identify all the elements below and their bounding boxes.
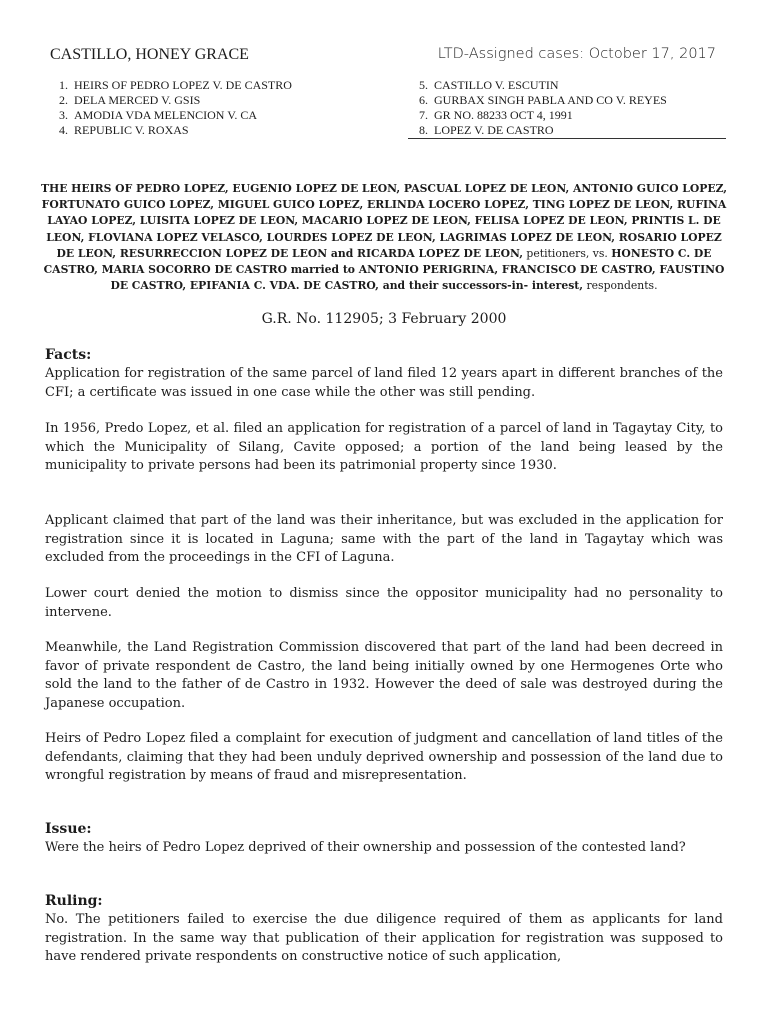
list-item: 6. GURBAX SINGH PABLA AND CO V. REYES xyxy=(419,93,667,107)
facts-heading: Facts: xyxy=(45,347,92,363)
facts-paragraph-1: Application for registration of the same parcel of land filed 12 years apart in different branches of the CFI; a certificate was issued in one case while the other was still pending. xyxy=(45,366,723,400)
case-list-right xyxy=(408,78,726,139)
author-name: CASTILLO, HONEY GRACE xyxy=(50,46,249,63)
respondents-label: respondents. xyxy=(583,279,658,293)
facts-paragraph-2: In 1956, Predo Lopez, et al. filed an application for registration of a parcel of land in Tagaytay City, to which the Municipality of Silang, Cavite opposed; a portion of the land being leased by the municipality to private persons had been its patrimonial property since 1930. xyxy=(45,421,723,473)
ruling-text: No. The petitioners failed to exercise the due diligence required of them as applicants for land registration. In the same way that publication of their application for registration was supposed to have rendered private respondents on constructive notice of such application, xyxy=(45,912,723,964)
list-item: 7. GR NO. 88233 OCT 4, 1991 xyxy=(419,108,573,122)
list-item: 4. REPUBLIC V. ROXAS xyxy=(59,123,189,137)
facts-paragraph-3: Applicant claimed that part of the land was their inheritance, but was excluded in the application for registration since it is located in Laguna; same with the part of the land in Tagaytay which was excluded from the proceedings in the CFI of Laguna. xyxy=(45,513,723,565)
facts-paragraph-4: Lower court denied the motion to dismiss since the oppositor municipality had no personality to intervene. xyxy=(45,586,723,620)
petitioners-names: THE HEIRS OF PEDRO LOPEZ, EUGENIO LOPEZ DE LEON, PASCUAL LOPEZ DE LEON, ANTONIO GUICO LOPEZ, FORTUNATO GUICO LOPEZ, MIGUEL GUICO LOPEZ, ERLINDA LOCERO LOPEZ, TING LOPEZ DE LEON, RUFINA LAYAO LOPEZ, LUISITA LOPEZ DE LEON, MACARIO LOPEZ DE LEON, FELISA LOPEZ DE LEON, PRINTIS L. DE LEON, FLOVIANA LOPEZ VELASCO, LOURDES LOPEZ DE LEON, LAGRIMAS LOPEZ DE LEON, ROSARIO LOPEZ DE LEON, RESURRECCION LOPEZ DE LEON and RICARDA LOPEZ DE LEON, xyxy=(40,182,728,260)
issue-text: Were the heirs of Pedro Lopez deprived of their ownership and possession of the contested land? xyxy=(45,840,686,855)
case-title xyxy=(40,181,728,294)
facts-paragraph-5: Meanwhile, the Land Registration Commission discovered that part of the land had been decreed in favor of private respondent de Castro, the land being initially owned by one Hermogenes Orte who sold the land to the father of de Castro in 1932. However the deed of sale was destroyed during the Japanese occupation. xyxy=(45,640,723,711)
issue-heading: Issue: xyxy=(45,821,92,837)
list-item: 2. DELA MERCED V. GSIS xyxy=(59,93,201,107)
list-item: 3. AMODIA VDA MELENCION V. CA xyxy=(59,108,258,122)
facts-paragraph-6: Heirs of Pedro Lopez filed a complaint for execution of judgment and cancellation of land titles of the defendants, claiming that they had been unduly deprived ownership and possession of the land due to wrongful registration by means of fraud and misrepresentation. xyxy=(45,731,723,783)
case-list-left xyxy=(48,78,292,138)
list-item: 1. HEIRS OF PEDRO LOPEZ V. DE CASTRO xyxy=(59,78,292,92)
assigned-cases-date: LTD-Assigned cases: October 17, 2017 xyxy=(437,46,716,62)
petitioners-label: petitioners, vs. xyxy=(523,246,612,260)
list-item: 8. LOPEZ V. DE CASTRO xyxy=(408,123,726,139)
respondents-names: HONESTO C. DE CASTRO, MARIA SOCORRO DE CASTRO married to ANTONIO PERIGRINA, FRANCISCO DE CASTRO, FAUSTINO DE CASTRO, EPIFANIA C. VDA. DE CASTRO, and their successors-in- interest, xyxy=(43,246,725,293)
gr-number: G.R. No. 112905; 3 February 2000 xyxy=(261,311,507,327)
list-item: 5. CASTILLO V. ESCUTIN xyxy=(419,78,559,92)
ruling-heading: Ruling: xyxy=(45,893,103,909)
